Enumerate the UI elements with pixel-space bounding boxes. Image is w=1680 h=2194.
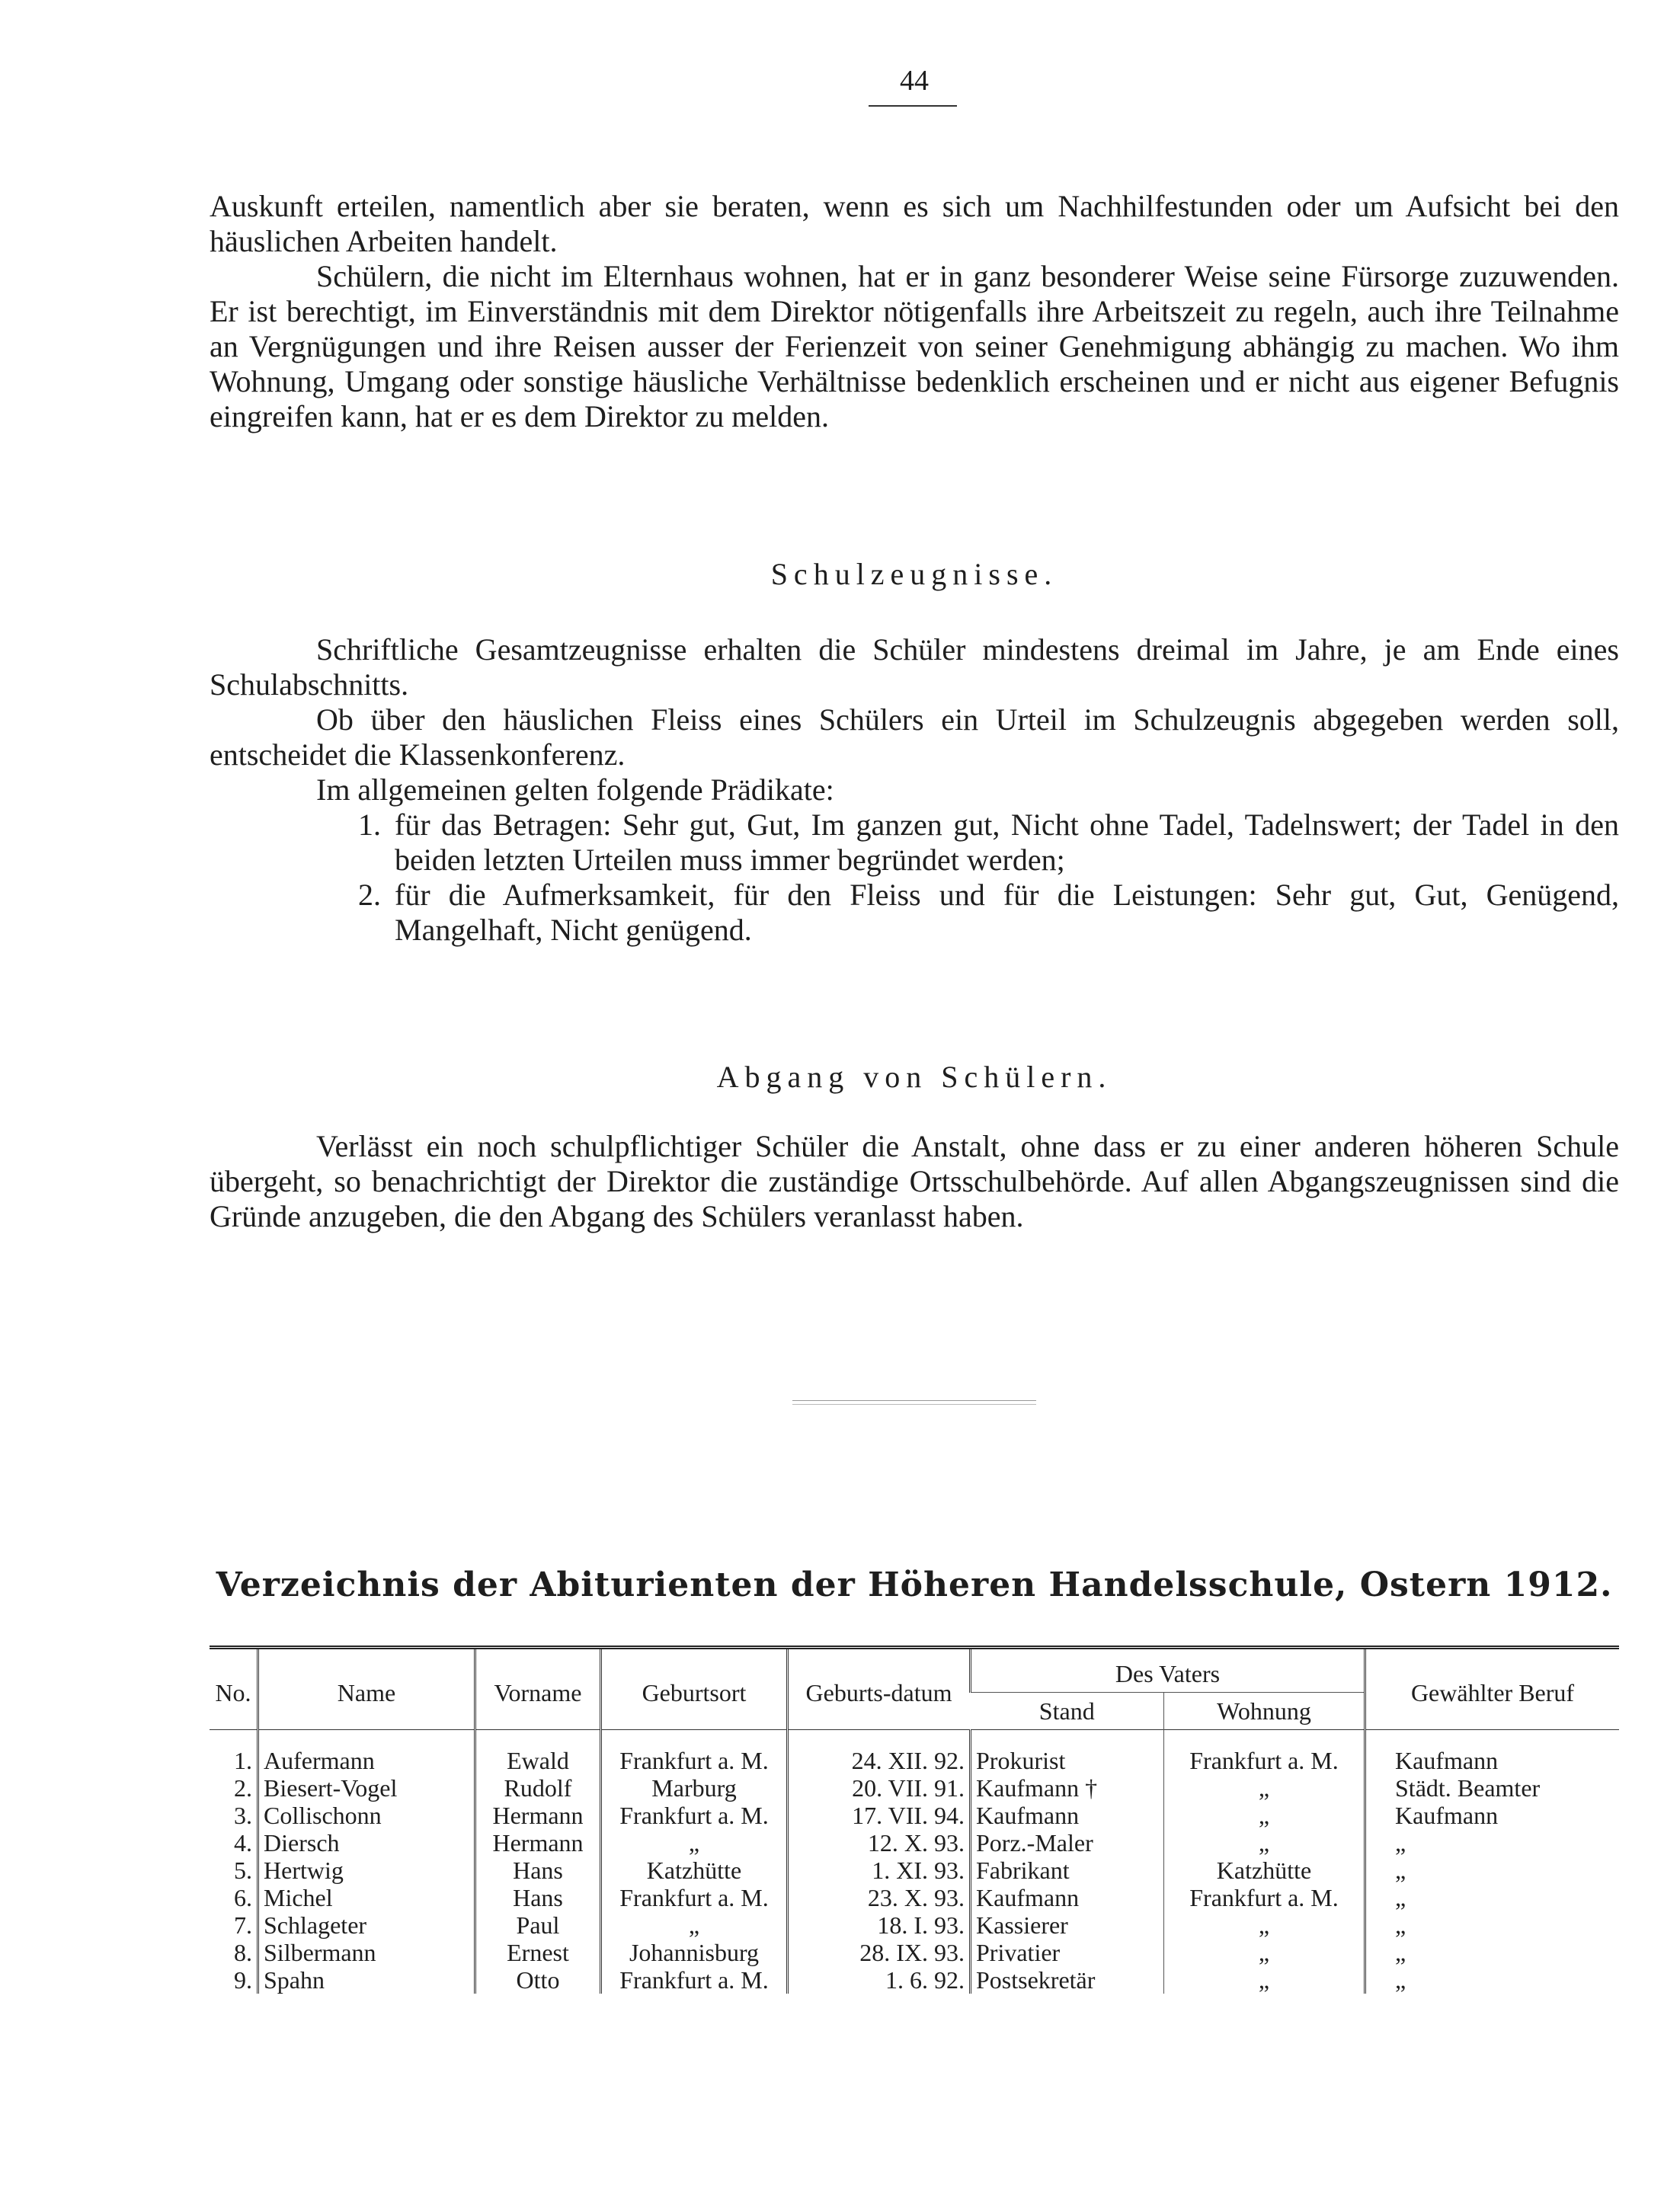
paragraph-abgang: Verlässt ein noch schulpflichtiger Schüler die Anstalt, ohne dass er zu einer anderen höheren Schule übergeht, so benachrichtigt der Direktor die zuständige Ortsschulbehörde. Auf allen Abgangszeugnissen sind die Gründe anzugeben, die den Abgang des Schülers veranlasst haben. [210, 1129, 1619, 1233]
paragraph-praedikate: Im allgemeinen gelten folgende Prädikate: [316, 772, 834, 807]
cell-geburtsort: Frankfurt a. M. [601, 1730, 788, 1775]
table-title: Verzeichnis der Abiturienten der Höheren Handelsschule, Ostern 1912. [216, 1566, 1613, 1604]
cell-beruf: „ [1365, 1939, 1620, 1966]
cell-geburtsdatum: 17. VII. 94. [788, 1802, 971, 1829]
cell-geburtsort: „ [601, 1911, 788, 1939]
cell-name: Diersch [258, 1829, 475, 1857]
cell-stand: Fabrikant [971, 1857, 1164, 1884]
header-vorname: Vorname [475, 1649, 601, 1730]
cell-stand: Kaufmann [971, 1802, 1164, 1829]
cell-geburtsdatum: 28. IX. 93. [788, 1939, 971, 1966]
header-no: No. [215, 1678, 251, 1706]
cell-no: 8. [234, 1939, 252, 1966]
cell-beruf: Kaufmann [1365, 1730, 1620, 1775]
cell-vorname: Hans [475, 1857, 601, 1884]
abiturienten-table [210, 1649, 1619, 1994]
table-row [210, 1829, 1619, 1857]
cell-wohnung: „ [1164, 1774, 1365, 1802]
header-row-top [210, 1649, 1619, 1693]
cell-geburtsort: Marburg [601, 1774, 788, 1802]
cell-beruf: „ [1365, 1829, 1620, 1857]
list-text: für die Aufmerksamkeit, für den Fleiss und für die Leistungen: Sehr gut, Gut, Genügend, Mangelhaft, Nicht genügend. [395, 878, 1619, 947]
cell-vorname: Hans [475, 1884, 601, 1911]
abiturienten-table-wrapper [210, 1646, 1619, 1994]
cell-name: Spahn [258, 1966, 475, 1994]
table-row [210, 1939, 1619, 1966]
header-geburtsdatum: Geburts-datum [788, 1649, 971, 1730]
cell-beruf: Städt. Beamter [1365, 1774, 1620, 1802]
table-row [210, 1774, 1619, 1802]
cell-no: 4. [234, 1829, 252, 1857]
section-divider [792, 1400, 1036, 1405]
cell-stand: Porz.-Maler [971, 1829, 1164, 1857]
cell-vorname: Rudolf [475, 1774, 601, 1802]
cell-vorname: Paul [475, 1911, 601, 1939]
page-number-rule [869, 105, 957, 107]
text-block-abgang [210, 1129, 1619, 1234]
cell-stand: Privatier [971, 1939, 1164, 1966]
table-row [210, 1802, 1619, 1829]
cell-name: Collischonn [258, 1802, 475, 1829]
cell-geburtsort: Johannisburg [601, 1939, 788, 1966]
cell-name: Hertwig [258, 1857, 475, 1884]
table-row [210, 1857, 1619, 1884]
header-stand: Stand [971, 1693, 1164, 1730]
cell-no: 9. [234, 1966, 252, 1994]
text-block-zeugnisse [210, 632, 1619, 948]
cell-beruf: „ [1365, 1966, 1620, 1994]
cell-stand: Kaufmann † [971, 1774, 1164, 1802]
table-row [210, 1911, 1619, 1939]
cell-geburtsdatum: 12. X. 93. [788, 1829, 971, 1857]
list-text: für das Betragen: Sehr gut, Gut, Im ganzen gut, Nicht ohne Tadel, Tadelnswert; der Tadel in den beiden letzten Urteilen muss immer begründet werden; [395, 808, 1619, 877]
table-body [210, 1730, 1619, 1994]
header-des-vaters: Des Vaters [971, 1649, 1365, 1693]
cell-vorname: Hermann [475, 1829, 601, 1857]
cell-no: 2. [234, 1774, 252, 1802]
cell-vorname: Ewald [475, 1730, 601, 1775]
table-row [210, 1966, 1619, 1994]
heading-abgang: Abgang von Schülern. [716, 1060, 1112, 1094]
cell-wohnung: Frankfurt a. M. [1164, 1884, 1365, 1911]
cell-geburtsdatum: 1. 6. 92. [788, 1966, 971, 1994]
page-number: 44 [900, 65, 929, 97]
table-row [210, 1730, 1619, 1775]
cell-name: Michel [258, 1884, 475, 1911]
cell-wohnung: Katzhütte [1164, 1857, 1365, 1884]
cell-geburtsdatum: 1. XI. 93. [788, 1857, 971, 1884]
list-number: 2. [358, 878, 381, 912]
cell-geburtsdatum: 24. XII. 92. [788, 1730, 971, 1775]
list-item-betragen [210, 808, 1619, 878]
cell-no: 3. [234, 1802, 252, 1829]
table-row [210, 1884, 1619, 1911]
cell-beruf: „ [1365, 1857, 1620, 1884]
cell-name: Silbermann [258, 1939, 475, 1966]
cell-wohnung: „ [1164, 1829, 1365, 1857]
paragraph-fuersorge: Schülern, die nicht im Elternhaus wohnen, hat er in ganz besonderer Weise seine Fürsorge zuzuwenden. Er ist berechtigt, im Einverständnis mit dem Direktor nötigenfalls ihre Arbeitszeit zu regeln, auch ihre Teilnahme an Vergnügungen und ihre Reisen ausser der Ferienzeit von seiner Genehmigung abhängig zu machen. Wo ihm Wohnung, Umgang oder sonstige häusliche Verhältnisse bedenklich erscheinen und er nicht aus eigener Befugnis eingreifen kann, hat er es dem Direktor zu melden. [210, 259, 1619, 433]
cell-no: 5. [234, 1857, 252, 1884]
paragraph-fleiss: Ob über den häuslichen Fleiss eines Schülers ein Urteil im Schulzeugnis abgegeben werden soll, entscheidet die Klassenkonferenz. [210, 702, 1619, 772]
paragraph-gesamtzeugnisse: Schriftliche Gesamtzeugnisse erhalten die Schüler mindestens dreimal im Jahre, je am Ende eines Schulabschnitts. [210, 632, 1619, 702]
header-beruf: Gewählter Beruf [1365, 1649, 1620, 1730]
text-block-top [210, 189, 1619, 434]
cell-beruf: Kaufmann [1365, 1802, 1620, 1829]
cell-geburtsdatum: 18. I. 93. [788, 1911, 971, 1939]
cell-no: 7. [234, 1911, 252, 1939]
cell-geburtsort: Frankfurt a. M. [601, 1884, 788, 1911]
cell-geburtsort: „ [601, 1829, 788, 1857]
cell-stand: Postsekretär [971, 1966, 1164, 1994]
cell-wohnung: „ [1164, 1802, 1365, 1829]
cell-geburtsdatum: 23. X. 93. [788, 1884, 971, 1911]
header-geburtsort: Geburtsort [601, 1649, 788, 1730]
cell-wohnung: „ [1164, 1911, 1365, 1939]
cell-geburtsort: Frankfurt a. M. [601, 1802, 788, 1829]
cell-stand: Kaufmann [971, 1884, 1164, 1911]
cell-no: 6. [234, 1884, 252, 1911]
paragraph-auskunft: Auskunft erteilen, namentlich aber sie beraten, wenn es sich um Nachhilfestunden oder um Aufsicht bei den häuslichen Arbeiten handelt. [210, 189, 1619, 258]
heading-schulzeugnisse: Schulzeugnisse. [770, 557, 1058, 591]
cell-name: Schlageter [258, 1911, 475, 1939]
cell-no: 1. [234, 1747, 252, 1774]
cell-geburtsort: Katzhütte [601, 1857, 788, 1884]
cell-geburtsort: Frankfurt a. M. [601, 1966, 788, 1994]
list-number: 1. [358, 808, 381, 842]
cell-vorname: Otto [475, 1966, 601, 1994]
cell-name: Aufermann [258, 1730, 475, 1775]
cell-wohnung: „ [1164, 1966, 1365, 1994]
cell-stand: Kassierer [971, 1911, 1164, 1939]
table-header [210, 1649, 1619, 1730]
cell-wohnung: „ [1164, 1939, 1365, 1966]
cell-vorname: Hermann [475, 1802, 601, 1829]
cell-beruf: „ [1365, 1911, 1620, 1939]
cell-stand: Prokurist [971, 1730, 1164, 1775]
cell-beruf: „ [1365, 1884, 1620, 1911]
cell-geburtsdatum: 20. VII. 91. [788, 1774, 971, 1802]
cell-wohnung: Frankfurt a. M. [1164, 1730, 1365, 1775]
list-item-leistungen [210, 878, 1619, 948]
cell-vorname: Ernest [475, 1939, 601, 1966]
header-wohnung: Wohnung [1164, 1693, 1365, 1730]
cell-name: Biesert-Vogel [258, 1774, 475, 1802]
header-name: Name [258, 1649, 475, 1730]
